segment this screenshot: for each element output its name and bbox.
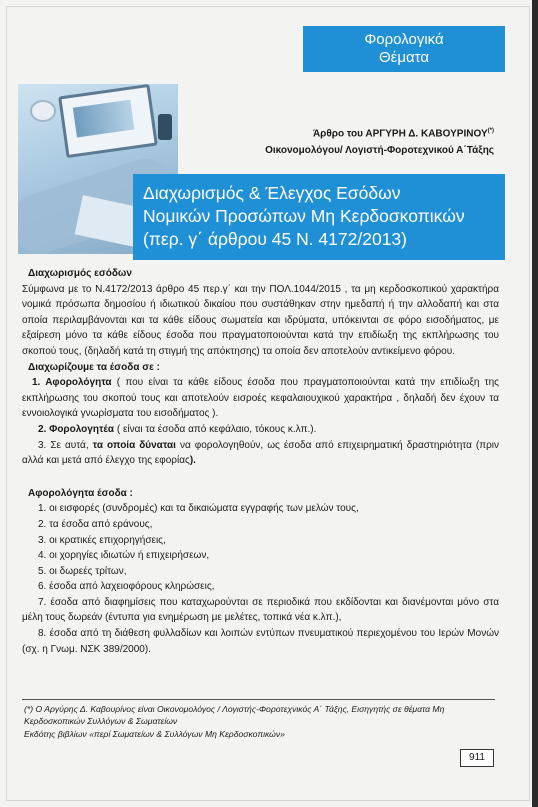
- list-item: 1. οι εισφορές (συνδρομές) και τα δικαιώματα εγγραφής των μελών τους,: [38, 503, 359, 515]
- heading-categories: Διαχωρίζουμε τα έσοδα σε :: [28, 361, 160, 373]
- footnote-divider: [22, 699, 495, 700]
- category-item-1: 1. Αφορολόγητα ( που είναι τα κάθε είδους έσοδα που πραγματοποιούνται κατά την επιδίωξη της εκπλήρωσης του σκοπού τους και αποτελούν εισροές κεφαλαιουχικού χαρακτήρα , δηλαδή δεν έχουν τα εννοιολογικά γνωρίσματα του εισοδήματος ).: [22, 377, 499, 420]
- footnote-line1: (*) Ο Αργύρης Δ. Καβουρίνος είναι Οικονομολόγος / Λογιστής-Φοροτεχνικός Α΄ Τάξης, Εισηγητής σε θέματα Μη Κερδοσκοπικών Συλλόγων & Σωματείων: [24, 704, 445, 727]
- title-line1: Διαχωρισμός & Έλεγχος Εσόδων: [143, 183, 401, 203]
- footnote: [24, 703, 502, 740]
- page-edge: [532, 0, 538, 807]
- section-header: [303, 26, 505, 72]
- phone-shape: [158, 114, 172, 140]
- list-item: 4. οι χορηγίες ιδιωτών ή επιχειρήσεων,: [38, 550, 210, 562]
- heading-tax-free: Αφορολόγητα έσοδα :: [28, 487, 133, 499]
- title-line3: (περ. γ΄ άρθρου 45 Ν. 4172/2013): [143, 229, 407, 249]
- title-line2: Νομικών Προσώπων Μη Κερδοσκοπικών: [143, 206, 465, 226]
- author-block: [265, 123, 494, 159]
- list-item: 6. έσοδα από λαχειοφόρους κληρώσεις,: [38, 581, 215, 593]
- author-line1: Άρθρο του ΑΡΓΥΡΗ Δ. ΚΑΒΟΥΡΙΝΟΥ(*): [312, 128, 494, 140]
- cup-shape: [30, 100, 56, 122]
- author-line2: Οικονομολόγου/ Λογιστή-Φοροτεχνικού Α΄Τάξης: [265, 145, 494, 157]
- spacer: [22, 469, 499, 486]
- category-item-3: 3. Σε αυτά, τα οποία δύναται να φορολογηθούν, ως έσοδα από επιχειρηματική δραστηριότητα (πριν αλλά και μετά από έλεγχο της εφορίας).: [22, 439, 499, 467]
- article-title: [133, 174, 505, 260]
- section-header-line2: Θέματα: [378, 49, 430, 66]
- list-item: 8. έσοδα από τη διάθεση φυλλαδίων και λοιπών εντύπων πνευματικού περιεχομένου του Ιερών Μονών (σχ. η Γνωμ. ΝΣΚ 389/2000).: [22, 628, 499, 655]
- footnote-line2: Εκδότης βιβλίων «περί Σωματείων & Συλλόγων Μη Κερδοσκοπικών»: [24, 728, 285, 739]
- list-item: 7. έσοδα από διαφημίσεις που καταχωρούνται σε περιοδικά που εκδίδονται και διανέμονται μόνο στα μέλη τους δωρεάν (έντυπα για ενημέρωση με μελέτες, τοπικά νέα κ.λπ.),: [22, 596, 499, 624]
- list-item: 5. οι δωρεές τρίτων,: [38, 565, 127, 577]
- list-item: 3. οι κρατικές επιχορηγήσεις,: [38, 534, 166, 546]
- article-body: [22, 266, 499, 657]
- section-header-line1: Φορολογικά: [364, 31, 444, 48]
- heading-separation: Διαχωρισμός εσόδων: [28, 268, 132, 279]
- laptop-shape: [58, 84, 158, 158]
- paragraph-intro: Σύμφωνα με το Ν.4172/2013 άρθρο 45 περ.γ΄ και την ΠΟΛ.1044/2015 , τα μη κερδοσκοπικού χαρακτήρα νομικά πρόσωπα δημοσίου ή ιδιωτικού δικαίου που συστάθηκαν στην ημεδαπή ή την αλλοδαπή και στα οποία περιλαμβάνονται και τα κάθε είδους σωματεία και ιδρύματα, υπόκεινται σε φόρο εισοδήματος, με εξαίρεση μόνο τα κάθε είδους έσοδα που πραγματοποιούνται κατά την επιδίωξη της εκπλήρωσης του σκοπού τους, (δηλαδή κατά τη στιγμή της απόκτησης) τα οποία δεν αποτελούν αντικείμενο φόρου.: [22, 283, 499, 357]
- list-item: 2. τα έσοδα από εράνους,: [38, 518, 153, 530]
- category-item-2: 2. Φορολογητέα ( είναι τα έσοδα από κεφάλαιο, τόκους κ.λπ.).: [38, 423, 317, 435]
- page-number: 911: [460, 749, 494, 767]
- author-footnote-mark: (*): [487, 128, 494, 134]
